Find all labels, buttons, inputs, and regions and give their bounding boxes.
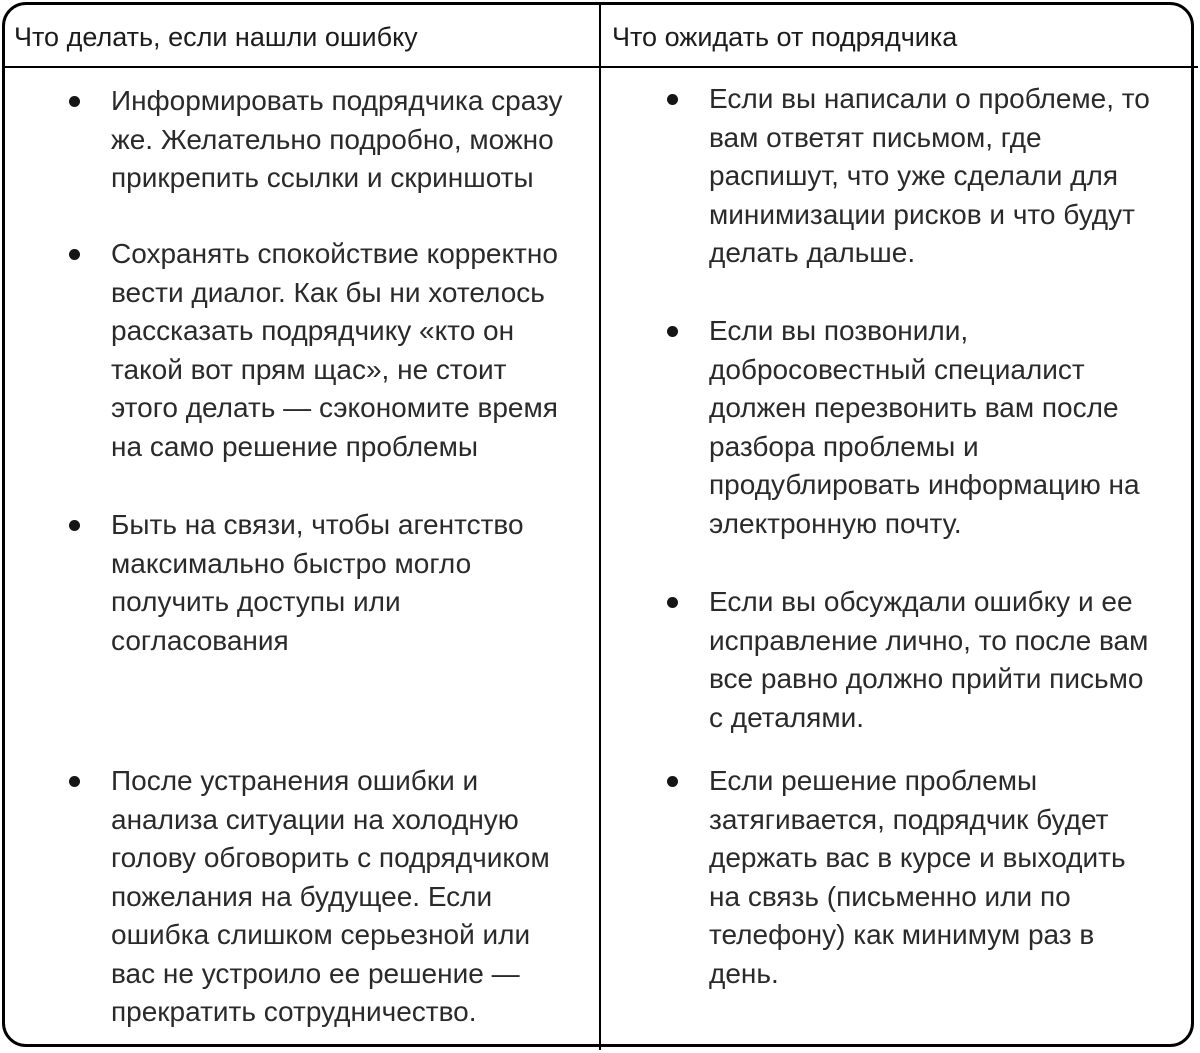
left-list-item (111, 506, 591, 660)
bullet-icon (665, 762, 679, 801)
right-list-item (709, 762, 1189, 993)
bullet-icon (67, 762, 81, 801)
left-list-item-text: Сохранять спокойствие корректно вести диалог. Как бы ни хотелось рассказать подрядчику «кто он такой вот прям щас», не стоит этого делать — сэкономите время на само решение проблемы (111, 238, 558, 462)
right-list-item-text: Если вы написали о проблеме, то вам ответят письмом, где распишут, что уже сделали для минимизации рисков и что будут делать дальше. (709, 83, 1150, 268)
left-list-item-text: Информировать подрядчика сразу же. Желательно подробно, можно прикрепить ссылки и скриншоты (111, 85, 563, 193)
left-list-item (111, 762, 591, 1032)
column-divider (599, 2, 601, 1050)
left-list-item-text: После устранения ошибки и анализа ситуации на холодную голову обговорить с подрядчиком пожелания на будущее. Если ошибка слишком серьезной или вас не устроило ее решение — прекратить сотрудничество. (111, 765, 550, 1027)
right-list-item (709, 80, 1189, 273)
bullet-icon (665, 583, 679, 622)
bullet-icon (665, 80, 679, 119)
right-list-item-text: Если вы позвонили, добросовестный специалист должен перезвонить вам после разбора проблемы и продублировать информацию на электронную почту. (709, 315, 1140, 539)
left-list-item (111, 235, 591, 466)
right-list-item-text: Если решение проблемы затягивается, подрядчик будет держать вас в курсе и выходить на связь (письменно или по телефону) как минимум раз в день. (709, 765, 1126, 989)
left-column-header: Что делать, если нашли ошибку (14, 22, 418, 52)
bullet-icon (67, 235, 81, 274)
right-list-item-text: Если вы обсуждали ошибку и ее исправление лично, то после вам все равно должно прийти письмо с деталями. (709, 586, 1149, 733)
right-list-item (709, 583, 1189, 737)
bullet-icon (67, 82, 81, 121)
left-list-item-text: Быть на связи, чтобы агентство максимально быстро могло получить доступы или согласования (111, 509, 524, 656)
bullet-icon (665, 312, 679, 351)
right-column-header: Что ожидать от подрядчика (612, 22, 958, 52)
right-list-item (709, 312, 1189, 543)
bullet-icon (67, 506, 81, 545)
left-list-item (111, 82, 591, 198)
